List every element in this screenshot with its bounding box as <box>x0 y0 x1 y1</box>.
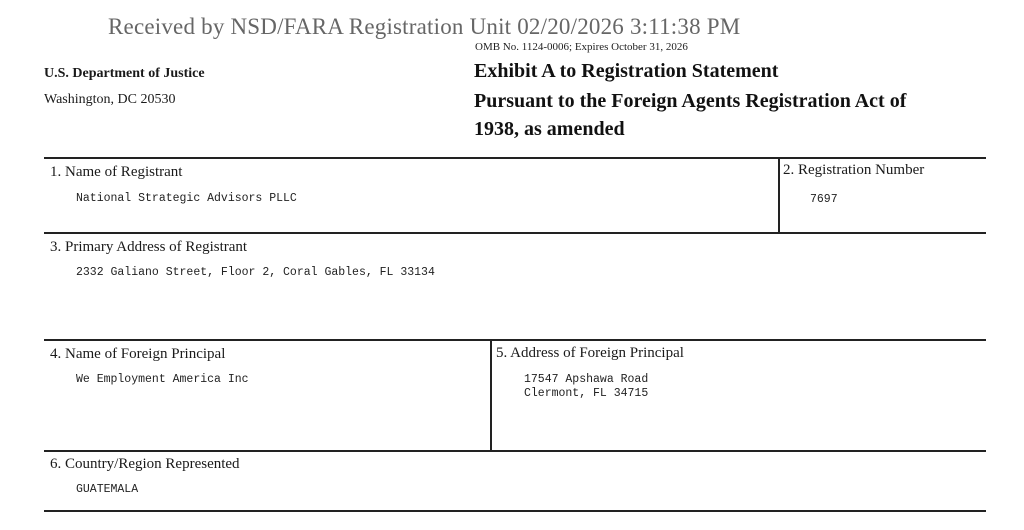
divider-row-2 <box>44 232 986 234</box>
divider-row-4 <box>44 450 986 452</box>
foreign-principal-address-line-2: Clermont, FL 34715 <box>524 387 649 400</box>
foreign-principal-address-line-1: 17547 Apshawa Road <box>524 373 649 386</box>
country-represented-label: 6. Country/Region Represented <box>50 456 240 472</box>
received-stamp: Received by NSD/FARA Registration Unit 02/20/2026 3:11:38 PM <box>108 14 741 39</box>
form-title-line-2: Pursuant to the Foreign Agents Registration Act of <box>474 90 907 112</box>
foreign-principal-name-value: We Employment America Inc <box>76 373 249 386</box>
divider-top <box>44 157 986 159</box>
registrant-name-label: 1. Name of Registrant <box>50 164 183 180</box>
divider-row-3 <box>44 339 986 341</box>
divider-registrant-number <box>778 157 780 233</box>
divider-bottom <box>44 510 986 512</box>
primary-address-value: 2332 Galiano Street, Floor 2, Coral Gables, FL 33134 <box>76 266 435 279</box>
divider-principal <box>490 339 492 451</box>
department-address: Washington, DC 20530 <box>44 92 176 107</box>
foreign-principal-name-label: 4. Name of Foreign Principal <box>50 346 226 362</box>
foreign-principal-address-label: 5. Address of Foreign Principal <box>496 345 684 361</box>
country-represented-value: GUATEMALA <box>76 483 139 496</box>
department-name: U.S. Department of Justice <box>44 66 205 81</box>
omb-number: OMB No. 1124-0006; Expires October 31, 2026 <box>475 41 688 53</box>
form-title-line-1: Exhibit A to Registration Statement <box>474 60 779 82</box>
registrant-name-value: National Strategic Advisors PLLC <box>76 192 297 205</box>
primary-address-label: 3. Primary Address of Registrant <box>50 239 248 255</box>
registration-number-label: 2. Registration Number <box>783 162 925 178</box>
form-title-line-3: 1938, as amended <box>474 118 625 140</box>
registration-number-value: 7697 <box>810 193 838 206</box>
